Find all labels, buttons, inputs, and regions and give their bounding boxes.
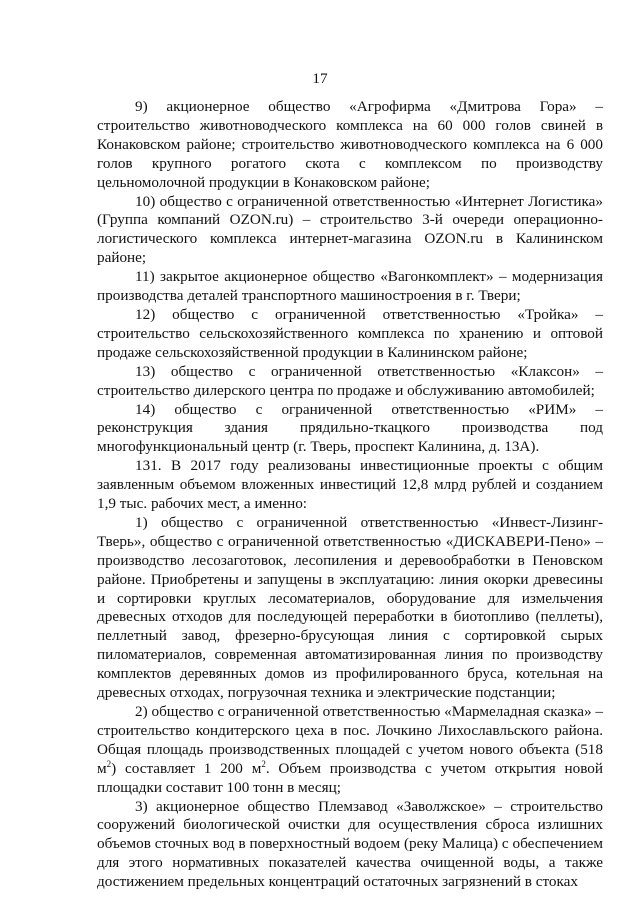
paragraph-project-1: 1) общество с ограниченной ответственностью «Инвест-Лизинг-Тверь», общество с ограниченной ответственностью «ДИСКАВЕРИ-Пено» – производство лесозаготовок, лесопиления и деревообработки в Пеновском районе. Приобретены и запущены в эксплуатацию: линия окорки древесины и сортировки круглых лесоматериалов, оборудование для измельчения древесных отходов для последующей переработки в биотопливо (пеллеты), пеллетный завод, фрезерно-брусующая линия с сортировкой сырых пиломатериалов, современная автоматизированная линия по производству комплектов деревянных домов из профилированного бруса, котельная на древесных отходах, погрузочная техника и электрические подстанции; bbox=[97, 513, 603, 702]
paragraph-project-3: 3) акционерное общество Племзавод «Заволжское» – строительство сооружений биологической очистки для осуществления сброса излишних объемов сточных вод в поверхностный водоем (реку Малица) с обеспечением для этого нормативных показателей качества очищенной воды, а также достижением предельных концентраций остаточных загрязнений в стоках bbox=[97, 797, 603, 891]
paragraph-item-10: 10) общество с ограниченной ответственностью «Интернет Логистика» (Группа компаний OZON.ru) – строительство 3-й очереди операционно-логистического комплекса интернет-магазина OZON.ru в Калининском районе; bbox=[97, 192, 603, 267]
page-number: 17 bbox=[312, 70, 328, 87]
project-2-text-a: 2) общество с ограниченной ответственностью «Мармеладная сказка» – строительство кондитерского цеха в пос. Лочкино Лихославльского района. Общая площадь производственных площадей с учетом нового объекта (518 м bbox=[97, 703, 603, 777]
square-superscript: 2 bbox=[106, 758, 112, 769]
project-2-text-b: ) составляет 1 200 м bbox=[111, 759, 262, 777]
body-text bbox=[97, 98, 603, 892]
project-2-text-c: . Объем производства с учетом открытия новой площадки составит 100 тонн в месяц; bbox=[97, 759, 603, 796]
paragraph-project-2 bbox=[97, 703, 603, 798]
square-superscript: 2 bbox=[261, 758, 266, 769]
paragraph-item-14: 14) общество с ограниченной ответственностью «РИМ» – реконструкция здания прядильно-ткацкого производства под многофункциональный центр (г. Тверь, проспект Калинина, д. 13А). bbox=[97, 400, 603, 456]
paragraph-item-12: 12) общество с ограниченной ответственностью «Тройка» – строительство сельскохозяйственного комплекса по хранению и оптовой продаже сельскохозяйственной продукции в Калининском районе; bbox=[97, 305, 603, 361]
paragraph-item-11: 11) закрытое акционерное общество «Вагонкомплект» – модернизация производства деталей транспортного машиностроения в г. Твери; bbox=[97, 268, 603, 305]
paragraph-item-13: 13) общество с ограниченной ответственностью «Клаксон» – строительство дилерского центра по продаже и обслуживанию автомобилей; bbox=[97, 362, 603, 399]
paragraph-item-9: 9) акционерное общество «Агрофирма «Дмитрова Гора» – строительство животноводческого комплекса на 60 000 голов свиней в Конаковском районе; строительство животноводческого комплекса на 6 000 голов крупного рогатого скота с комплексом по производству цельномолочной продукции в Конаковском районе; bbox=[97, 98, 603, 191]
paragraph-section-131: 131. В 2017 году реализованы инвестиционные проекты с общим заявленным объемом вложенных инвестиций 12,8 млрд рублей и созданием 1,9 тыс. рабочих мест, а именно: bbox=[97, 457, 603, 513]
